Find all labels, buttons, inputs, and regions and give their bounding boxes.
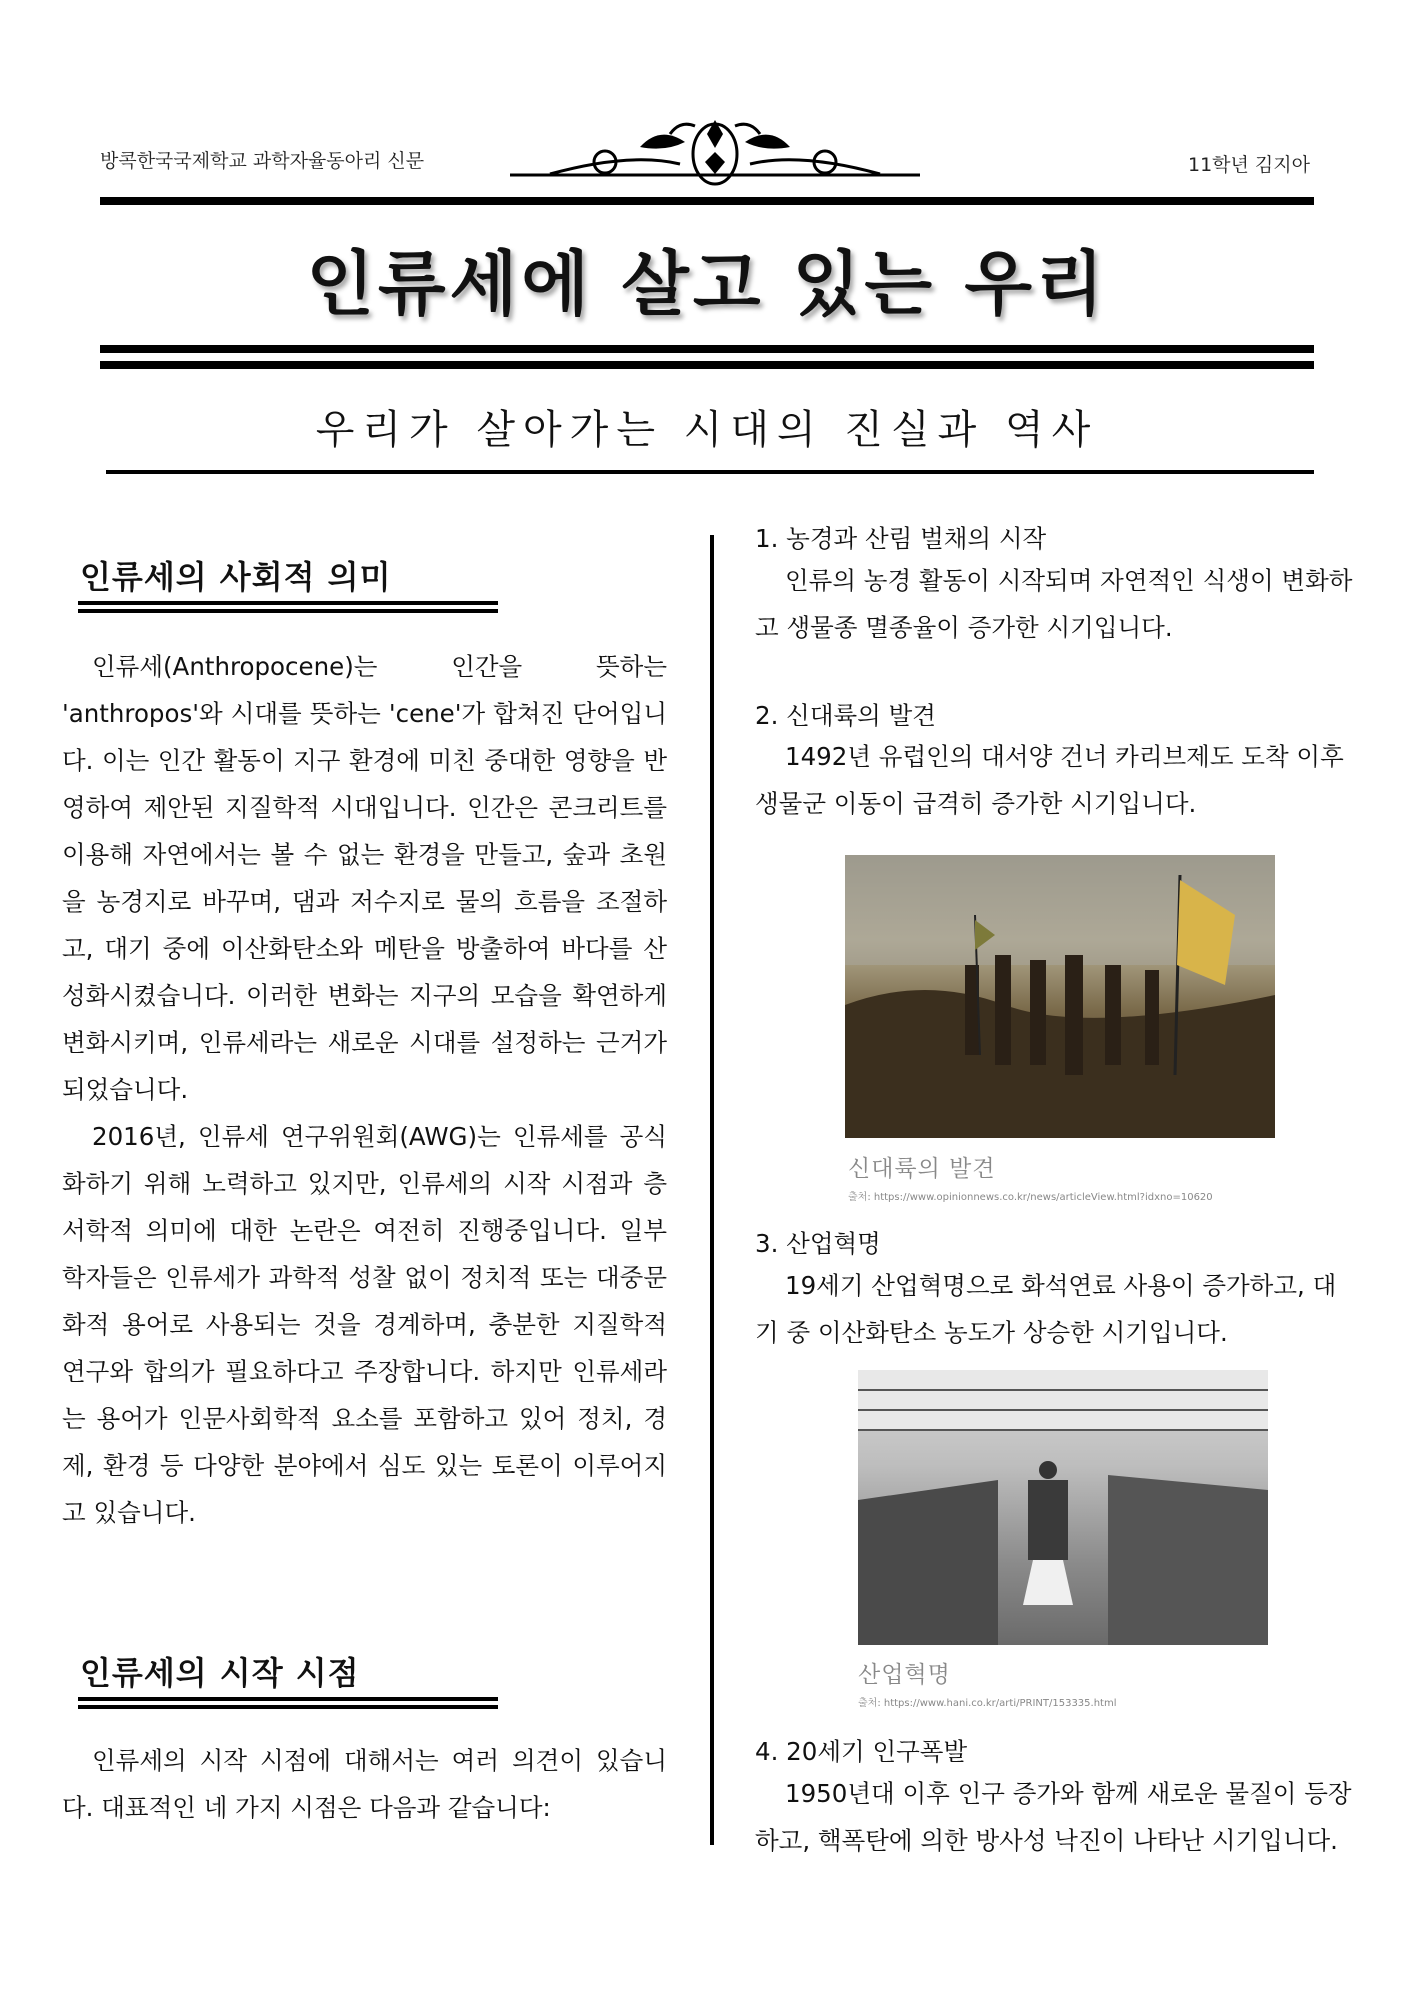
item-text-1 (755, 557, 1355, 651)
new-world-discovery-image (845, 855, 1275, 1138)
section-heading-social-meaning: 인류세의 사회적 의미 (80, 558, 392, 596)
header-rule (100, 197, 1314, 205)
item-paragraph: 1492년 유럽인의 대서양 건너 카리브제도 도착 이후 생물군 이동이 급격히 증가한 시기입니다. (755, 742, 1344, 818)
section-rule (78, 1705, 498, 1709)
figure-caption-1: 신대륙의 발견 (848, 1156, 996, 1182)
item-text-2 (755, 733, 1355, 827)
section-heading-start-point: 인류세의 시작 시점 (80, 1654, 360, 1692)
page-subtitle: 우리가 살아가는 시대의 진실과 역사 (315, 407, 1099, 453)
item-paragraph: 19세기 산업혁명으로 화석연료 사용이 증가하고, 대기 중 이산화탄소 농도가 상승한 시기입니다. (755, 1271, 1337, 1347)
item-heading-1: 1. 농경과 산림 벌채의 시작 (755, 524, 1047, 553)
item-heading-4: 4. 20세기 인구폭발 (755, 1737, 968, 1766)
figure-caption-2: 산업혁명 (858, 1662, 951, 1688)
figure-source-2: 출처: https://www.hani.co.kr/arti/PRINT/153335.html (858, 1698, 1117, 1709)
figure-source-1: 출처: https://www.opinionnews.co.kr/news/articleView.html?idxno=10620 (848, 1192, 1213, 1203)
subtitle-rule (106, 470, 1314, 474)
school-name: 방콕한국국제학교 과학자율동아리 신문 (100, 150, 425, 172)
column-divider (710, 535, 714, 1845)
item-text-3 (755, 1262, 1355, 1356)
title-rule-bottom (100, 361, 1314, 369)
section-body-social-meaning (62, 643, 667, 1536)
section-rule (78, 601, 498, 605)
painting-icon (845, 855, 1275, 1138)
paragraph: 인류세(Anthropocene)는 인간을 뜻하는 'anthropos'와 시대를 뜻하는 'cene'가 합쳐진 단어입니다. 이는 인간 활동이 지구 환경에 미친 중대한 영향을 반영하여 제안된 지질학적 시대입니다. 인간은 콘크리트를 이용해 자연에서는 볼 수 없는 환경을 만들고, 숲과 초원을 농경지로 바꾸며, 댐과 저수지로 물의 흐름을 조절하고, 대기 중에 이산화탄소와 메탄을 방출하여 바다를 산성화시켰습니다. 이러한 변화는 지구의 모습을 확연하게 변화시키며, 인류세라는 새로운 시대를 설정하는 근거가 되었습니다. (62, 652, 667, 1104)
item-paragraph: 인류의 농경 활동이 시작되며 자연적인 식생이 변화하고 생물종 멸종율이 증가한 시기입니다. (755, 566, 1353, 642)
engraving-icon (858, 1370, 1268, 1645)
section-rule (78, 609, 498, 613)
industrial-revolution-image (858, 1370, 1268, 1645)
item-heading-2: 2. 신대륙의 발견 (755, 701, 936, 730)
flourish-ornament-icon (510, 112, 920, 204)
page-title: 인류세에 살고 있는 우리 (306, 243, 1108, 325)
paragraph: 인류세의 시작 시점에 대해서는 여러 의견이 있습니다. 대표적인 네 가지 시점은 다음과 같습니다: (62, 1746, 667, 1822)
item-text-4 (755, 1770, 1355, 1864)
title-rule-top (100, 345, 1314, 353)
item-heading-3: 3. 산업혁명 (755, 1229, 881, 1258)
section-rule (78, 1697, 498, 1701)
author-name: 11학년 김지아 (1188, 154, 1310, 176)
item-paragraph: 1950년대 이후 인구 증가와 함께 새로운 물질이 등장하고, 핵폭탄에 의한 방사성 낙진이 나타난 시기입니다. (755, 1779, 1352, 1855)
section-body-start-point (62, 1737, 667, 1831)
paragraph: 2016년, 인류세 연구위원회(AWG)는 인류세를 공식화하기 위해 노력하고 있지만, 인류세의 시작 시점과 층서학적 의미에 대한 논란은 여전히 진행중입니다. 일부 학자들은 인류세가 과학적 성찰 없이 정치적 또는 대중문화적 용어로 사용되는 것을 경계하며, 충분한 지질학적 연구와 합의가 필요하다고 주장합니다. 하지만 인류세라는 용어가 인문사회학적 요소를 포함하고 있어 정치, 경제, 환경 등 다양한 분야에서 심도 있는 토론이 이루어지고 있습니다. (62, 1122, 667, 1527)
